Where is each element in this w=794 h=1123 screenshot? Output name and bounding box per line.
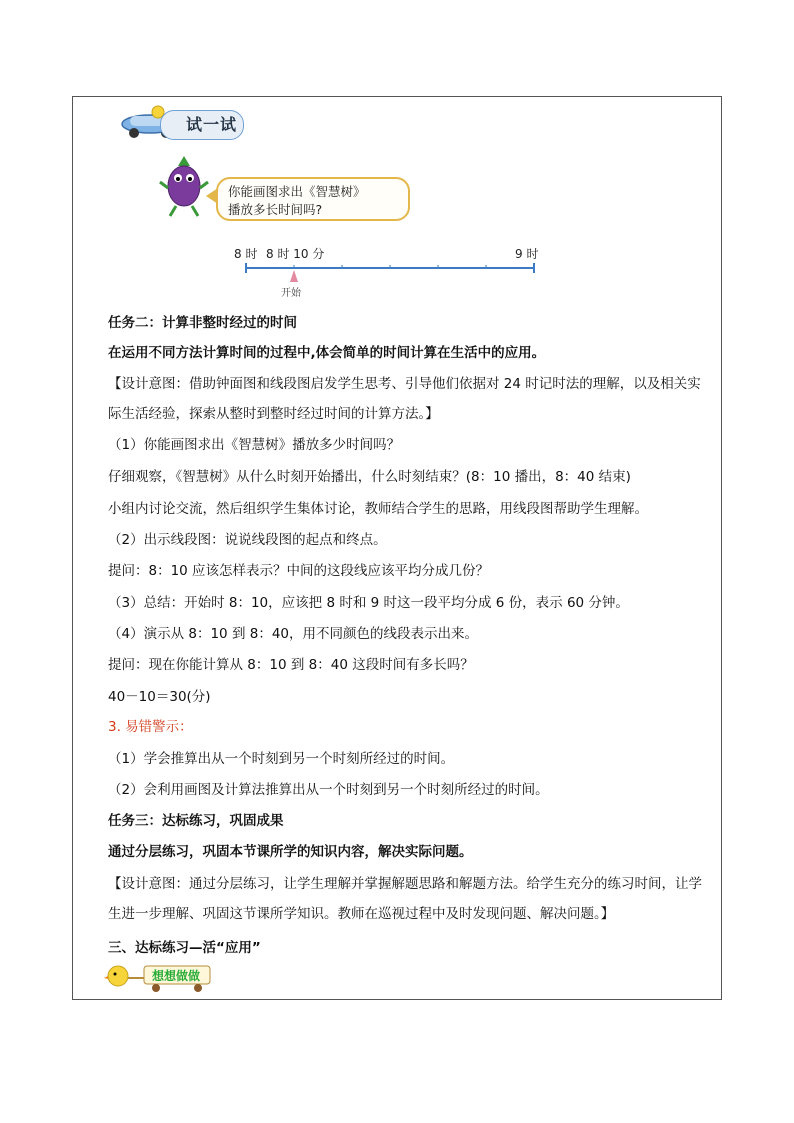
timeline-label-810: 8 时 10 分 (266, 247, 325, 261)
task2-p9: 40－10＝30(分) (108, 689, 211, 705)
task2-design: 【设计意图：借助钟面图和线段图启发学生思考、引导他们依据对 24 时记时法的理解，以及相关实际生活经验，探索从整时到整时经过时间的计算方法。】 (108, 376, 701, 422)
task2-p6: （3）总结：开始时 8：10，应该把 8 时和 9 时这一段平均分成 6 份，表示 60 分钟。 (108, 595, 629, 611)
task3-design: 【设计意图：通过分层练习，让学生理解并掌握解题思路和解题方法。给学生充分的练习时间，让学生进一步理解、巩固这节课所学知识。教师在巡视过程中及时发现问题、解决问题。】 (108, 876, 702, 922)
timeline-line (240, 260, 540, 284)
section3-title: 三、达标练习—活“应用” (108, 940, 261, 956)
task2-p1: （1）你能画图求出《智慧树》播放多少时间吗？ (108, 437, 401, 453)
task2-p3: 小组内讨论交流，然后组织学生集体讨论，教师结合学生的思路，用线段图帮助学生理解。 (108, 501, 648, 517)
timeline-label-9: 9 时 (515, 247, 539, 261)
task2-p8: 提问：现在你能计算从 8：10 到 8：40 这段时间有多长吗？ (108, 657, 474, 673)
task2-p5: 提问：8：10 应该怎样表示？中间的这段线应该平均分成几份？ (108, 563, 490, 579)
warn-title: 3. 易错警示： (108, 719, 193, 735)
badge-label: 试一试 (186, 115, 238, 134)
bubble-line-1: 你能画图求出《智慧树》 (228, 184, 366, 199)
warn-p2: （2）会利用画图及计算法推算出从一个时刻到另一个时刻所经过的时间。 (108, 782, 549, 798)
task3-title: 任务三：达标练习，巩固成果 (108, 813, 284, 829)
task2-p4: （2）出示线段图：说说线段图的起点和终点。 (108, 532, 387, 548)
warn-p1: （1）学会推算出从一个时刻到另一个时刻所经过的时间。 (108, 751, 455, 767)
bubble-line-2: 播放多长时间吗? (228, 202, 323, 217)
task3-goal: 通过分层练习，巩固本节课所学的知识内容，解决实际问题。 (108, 844, 473, 860)
task2-p7: （4）演示从 8：10 到 8：40，用不同颜色的线段表示出来。 (108, 626, 478, 642)
eggplant-character-icon (158, 152, 210, 218)
task2-p2: 仔细观察，《智慧树》从什么时刻开始播出，什么时刻结束？(8：10 播出，8：40 结束) (108, 469, 631, 485)
timeline-label-8: 8 时 (234, 247, 258, 261)
speech-bubble (216, 177, 410, 221)
timeline-start-label: 开始 (281, 288, 301, 299)
task2-title: 任务二：计算非整时经过的时间 (108, 315, 297, 331)
task2-goal: 在运用不同方法计算时间的过程中,体会简单的时间计算在生活中的应用。 (108, 345, 546, 361)
cart-label: 想想做做 (151, 969, 200, 983)
